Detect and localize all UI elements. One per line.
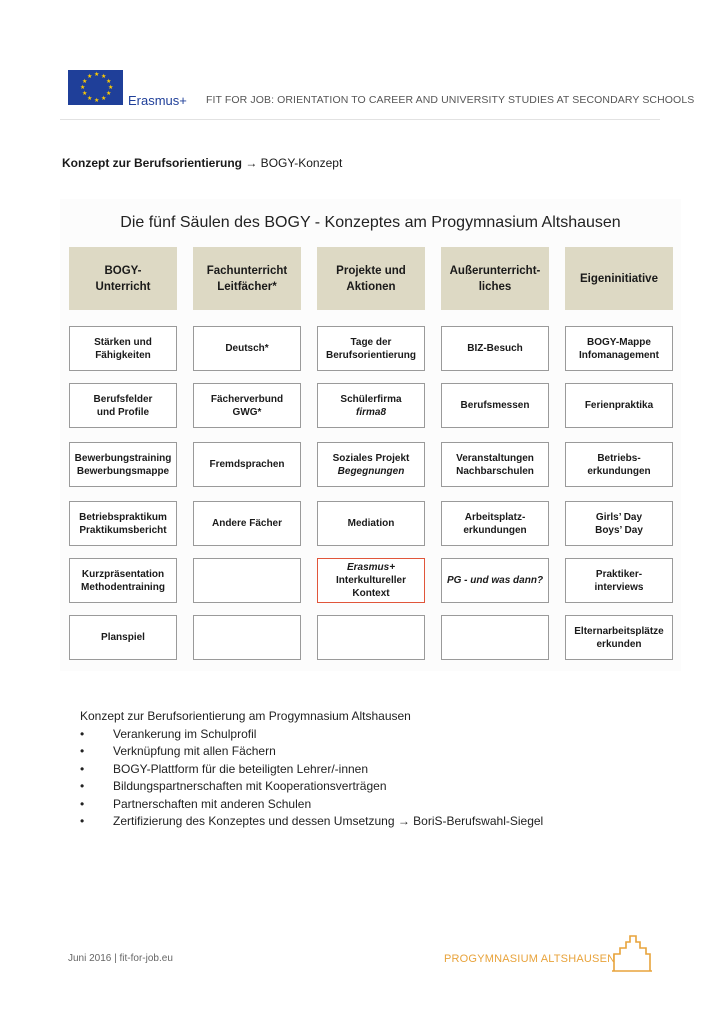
pillar-cell: Fremdsprachen xyxy=(193,442,301,487)
pillar-cell-empty xyxy=(193,558,301,603)
column-header-ausserunterricht: Außerunterricht- liches xyxy=(441,247,549,310)
column-header-bogy-unterricht: BOGY- Unterricht xyxy=(69,247,177,310)
pillar-cell: Berufsmessen xyxy=(441,383,549,428)
pillar-cell: Mediation xyxy=(317,501,425,546)
cell-text: Soziales Projekt xyxy=(332,452,410,464)
footer-date-url: Juni 2016 | fit-for-job.eu xyxy=(68,953,173,964)
pillar-cell: Deutsch* xyxy=(193,326,301,371)
pillar-cell-empty xyxy=(193,615,301,660)
pillar-cell: Fächerverbund GWG* xyxy=(193,383,301,428)
erasmus-logo-text: Erasmus+ xyxy=(128,93,187,108)
pillar-cell: Berufsfelder und Profile xyxy=(69,383,177,428)
bogy-figure xyxy=(60,199,681,671)
pillar-cell-schuelerfirma xyxy=(317,383,425,428)
pillar-cell: Ferienpraktika xyxy=(565,383,673,428)
pillar-cell: Andere Fächer xyxy=(193,501,301,546)
bullet-item: • Verankerung im Schulprofil xyxy=(80,726,543,744)
pillar-cell: Stärken und Fähigkeiten xyxy=(69,326,177,371)
column-header-fachunterricht: Fachunterricht Leitfächer* xyxy=(193,247,301,310)
cell-text: Schülerfirma xyxy=(340,393,402,405)
concept-heading-bold: Konzept zur Berufsorientierung xyxy=(62,156,243,170)
pillar-cell: Bewerbungstraining Bewerbungsmappe xyxy=(69,442,177,487)
cell-italic-text: Begegnungen xyxy=(337,465,405,477)
eu-flag-logo: ★ ★ ★ ★ ★ ★ ★ ★ ★ ★ ★ ★ xyxy=(68,70,123,105)
pillar-cell: PG - und was dann? xyxy=(441,558,549,603)
castle-logo-icon xyxy=(611,932,653,972)
header-divider xyxy=(60,119,660,120)
figure-title: Die fünf Säulen des BOGY - Konzeptes am Progymnasium Altshausen xyxy=(120,214,621,231)
bullet-item: • Partnerschaften mit anderen Schulen xyxy=(80,796,543,814)
bullet-list-intro: Konzept zur Berufsorientierung am Progymnasium Altshausen xyxy=(80,709,411,723)
pillar-cell: Betriebspraktikum Praktikumsbericht xyxy=(69,501,177,546)
school-name-logo-text: PROGYMNASIUM ALTSHAUSEN xyxy=(444,953,616,965)
bullet-item: • BOGY-Plattform für die beteiligten Lehrer/-innen xyxy=(80,761,543,779)
column-header-projekte: Projekte und Aktionen xyxy=(317,247,425,310)
pillar-cell: Praktiker- interviews xyxy=(565,558,673,603)
column-header-eigeninitiative: Eigeninitiative xyxy=(565,247,673,310)
pillar-cell: BIZ-Besuch xyxy=(441,326,549,371)
bullet-item: • Verknüpfung mit allen Fächern xyxy=(80,743,543,761)
pillar-cell-erasmus-highlight xyxy=(317,558,425,603)
pillar-cell: BOGY-Mappe Infomanagement xyxy=(565,326,673,371)
bullet-item: • Zertifizierung des Konzeptes und dessen Umsetzung → BoriS-Berufswahl-Siegel xyxy=(80,813,543,831)
pillar-cell-empty xyxy=(317,615,425,660)
pillar-cell: Kurzpräsentation Methodentraining xyxy=(69,558,177,603)
cell-text: Interkultureller Kontext xyxy=(335,575,407,599)
concept-bullet-list xyxy=(80,708,543,831)
pillar-cell-soziales-projekt xyxy=(317,442,425,487)
project-title: FIT FOR JOB: ORIENTATION TO CAREER AND UNIVERSITY STUDIES AT SECONDARY SCHOOLS xyxy=(206,94,695,106)
pillar-cell: Betriebs- erkundungen xyxy=(565,442,673,487)
bullet-item: • Bildungspartnerschaften mit Kooperationsverträgen xyxy=(80,778,543,796)
concept-heading-rest: → BOGY-Konzept xyxy=(242,156,343,170)
cell-italic-text: firma8 xyxy=(355,406,386,418)
concept-heading xyxy=(62,156,342,170)
pillar-cell-empty xyxy=(441,615,549,660)
pillar-cell: Arbeitsplatz- erkundungen xyxy=(441,501,549,546)
pillar-cell: Girls’ Day Boys’ Day xyxy=(565,501,673,546)
pillar-cell: Elternarbeitsplätze erkunden xyxy=(565,615,673,660)
pillar-cell: Tage der Berufsorientierung xyxy=(317,326,425,371)
pillar-cell: Planspiel xyxy=(69,615,177,660)
cell-italic-text: Erasmus+ xyxy=(346,562,396,573)
pillar-cell: Veranstaltungen Nachbarschulen xyxy=(441,442,549,487)
document-header xyxy=(0,0,720,125)
